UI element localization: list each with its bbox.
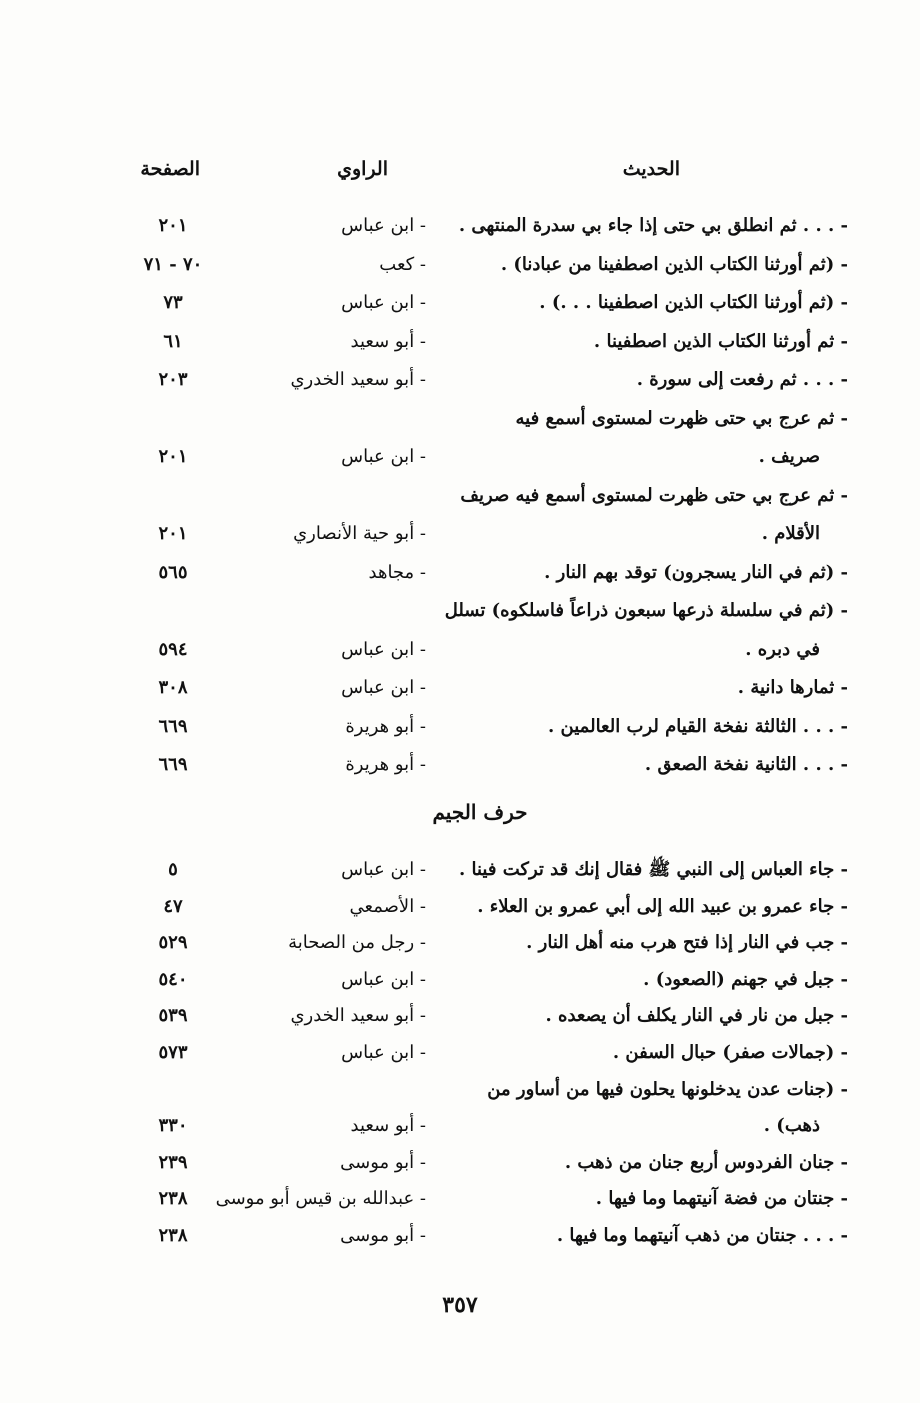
- table-row: [0, 747, 920, 783]
- page-ref: ٥٤٠: [158, 968, 188, 990]
- table-row: [0, 439, 920, 475]
- narrator: - مجاهد: [368, 561, 426, 583]
- page-ref: ٥٩٤: [158, 638, 188, 660]
- page-ref: ٢٠١: [158, 215, 188, 236]
- narrator: - أبو هريرة: [345, 715, 426, 737]
- hadith-text: ذهب) .: [763, 1115, 820, 1137]
- hadith-text: - ثم عرج بي حتى ظهرت لمستوى أسمع فيه: [515, 407, 848, 429]
- page-ref: ٢٣٨: [158, 1188, 188, 1210]
- table-row: [0, 516, 920, 552]
- header-narrator: الراوي: [337, 158, 388, 180]
- table-row: [0, 709, 920, 745]
- hadith-text: - (ثم أورثنا الكتاب الذين اصطفينا . . .) .: [539, 292, 848, 313]
- hadith-text: الأقلام .: [761, 523, 820, 544]
- hadith-text: - جنان الفردوس أربع جنان من ذهب .: [564, 1151, 848, 1173]
- page-ref: ٤٧: [163, 895, 183, 917]
- hadith-text: - جب في النار إذا فتح هرب منه أهل النار .: [526, 932, 848, 954]
- table-row: [0, 478, 920, 514]
- narrator: - أبو سعيد: [350, 1115, 426, 1137]
- page-ref: ٧٠ - ٧١: [143, 253, 203, 275]
- narrator: - ابن عباس: [341, 292, 426, 313]
- narrator: - ابن عباس: [341, 859, 426, 880]
- table-row: [0, 593, 920, 629]
- table-row: [0, 1108, 920, 1144]
- table-row: [0, 555, 920, 591]
- page-ref: ٥٧٣: [158, 1042, 188, 1063]
- table-row: [0, 401, 920, 437]
- hadith-text: صريف .: [758, 446, 820, 467]
- table-row: [0, 1181, 920, 1217]
- hadith-text: - جنتان من فضة آنيتهما وما فيها .: [595, 1188, 848, 1210]
- header-hadith: الحديث: [622, 158, 680, 180]
- page-ref: ٥٦٥: [158, 561, 188, 583]
- hadith-text: - . . . جنتان من ذهب آنيتهما وما فيها .: [556, 1225, 848, 1246]
- page-ref: ٥: [168, 859, 178, 880]
- page-ref: ٣٠٨: [158, 677, 188, 698]
- hadith-text: - . . . الثالثة نفخة القيام لرب العالمين .: [548, 715, 848, 737]
- hadith-text: - . . . ثم رفعت إلى سورة .: [636, 369, 848, 390]
- hadith-text: - (جنات عدن يدخلونها يحلون فيها من أساور من: [487, 1078, 848, 1100]
- table-row: [0, 1145, 920, 1181]
- hadith-text: - (جمالات صفر) حبال السفن .: [612, 1042, 848, 1063]
- hadith-text: - (ثم في سلسلة ذرعها سبعون ذراعاً فاسلكوه) تسلل: [444, 600, 848, 621]
- hadith-text: في دبره .: [745, 638, 820, 660]
- table-row: [0, 632, 920, 668]
- narrator: - كعب: [379, 253, 426, 275]
- page-ref: ٦٦٩: [158, 715, 188, 737]
- table-row: [0, 247, 920, 283]
- narrator: - رجل من الصحابة: [288, 932, 426, 954]
- table-row: [0, 925, 920, 961]
- page-ref: ٢٠١: [158, 446, 188, 467]
- page-ref: ٣٣٠: [158, 1115, 188, 1137]
- narrator: - ابن عباس: [341, 1042, 426, 1063]
- narrator: - ابن عباس: [341, 968, 426, 990]
- narrator: - ابن عباس: [341, 638, 426, 660]
- page-ref: ٦١: [163, 330, 183, 352]
- hadith-text: - . . . ثم انطلق بي حتى إذا جاء بي سدرة المنتهى .: [458, 215, 848, 236]
- hadith-text: - جاء عمرو بن عبيد الله إلى أبي عمرو بن العلاء .: [477, 895, 848, 917]
- narrator: - أبو موسى: [340, 1151, 426, 1173]
- page-ref: ٥٢٩: [158, 932, 188, 954]
- table-row: [0, 670, 920, 706]
- hadith-text: - (ثم في النار يسجرون) توقد بهم النار .: [544, 561, 848, 583]
- page-ref: ٦٦٩: [158, 754, 188, 775]
- narrator: - الأصمعي: [349, 895, 426, 917]
- page-number: ٣٥٧: [442, 1292, 478, 1318]
- narrator: - ابن عباس: [341, 677, 426, 698]
- hadith-text: - ثم أورثنا الكتاب الذين اصطفينا .: [593, 330, 848, 352]
- narrator: - أبو حية الأنصاري: [293, 523, 426, 544]
- hadith-text: - (ثم أورثنا الكتاب الذين اصطفينا من عبادنا) .: [500, 253, 848, 275]
- narrator: - ابن عباس: [341, 215, 426, 236]
- table-header: [0, 158, 920, 188]
- page-ref: ٢٠٣: [158, 369, 188, 390]
- table-row: [0, 362, 920, 398]
- table-row: [0, 889, 920, 925]
- table-row: [0, 324, 920, 360]
- hadith-text: - جبل في جهنم (الصعود) .: [643, 968, 848, 990]
- page-ref: ٥٣٩: [158, 1005, 188, 1027]
- table-row: [0, 285, 920, 321]
- narrator: - أبو سعيد: [350, 330, 426, 352]
- narrator: - أبو هريرة: [345, 754, 426, 775]
- table-row: [0, 1072, 920, 1108]
- page-ref: ٢٣٨: [158, 1225, 188, 1246]
- hadith-text: - ثم عرج بي حتى ظهرت لمستوى أسمع فيه صريف: [460, 484, 848, 506]
- hadith-text: - جبل من نار في النار يكلف أن يصعده .: [545, 1005, 848, 1027]
- narrator: - أبو سعيد الخدري: [290, 1005, 426, 1027]
- section-title-text: حرف الجيم: [432, 800, 528, 824]
- table-row: [0, 1218, 920, 1254]
- narrator: - أبو موسى: [340, 1225, 426, 1246]
- page-ref: ٢٣٩: [158, 1151, 188, 1173]
- narrator: - أبو سعيد الخدري: [290, 369, 426, 390]
- narrator: - ابن عباس: [341, 446, 426, 467]
- narrator: - عبدالله بن قيس أبو موسى: [215, 1188, 426, 1210]
- table-row: [0, 852, 920, 888]
- page-ref: ٢٠١: [158, 523, 188, 544]
- section-title: [0, 800, 920, 824]
- hadith-text: - جاء العباس إلى النبي ﷺ فقال إنك قد تركت فينا .: [458, 859, 848, 880]
- page-ref: ٧٣: [163, 292, 183, 313]
- table-row: [0, 1035, 920, 1071]
- header-page: الصفحة: [140, 158, 200, 180]
- table-row: [0, 998, 920, 1034]
- hadith-text: - ثمارها دانية .: [737, 677, 848, 698]
- table-row: [0, 962, 920, 998]
- table-row: [0, 208, 920, 244]
- hadith-text: - . . . الثانية نفخة الصعق .: [644, 754, 848, 775]
